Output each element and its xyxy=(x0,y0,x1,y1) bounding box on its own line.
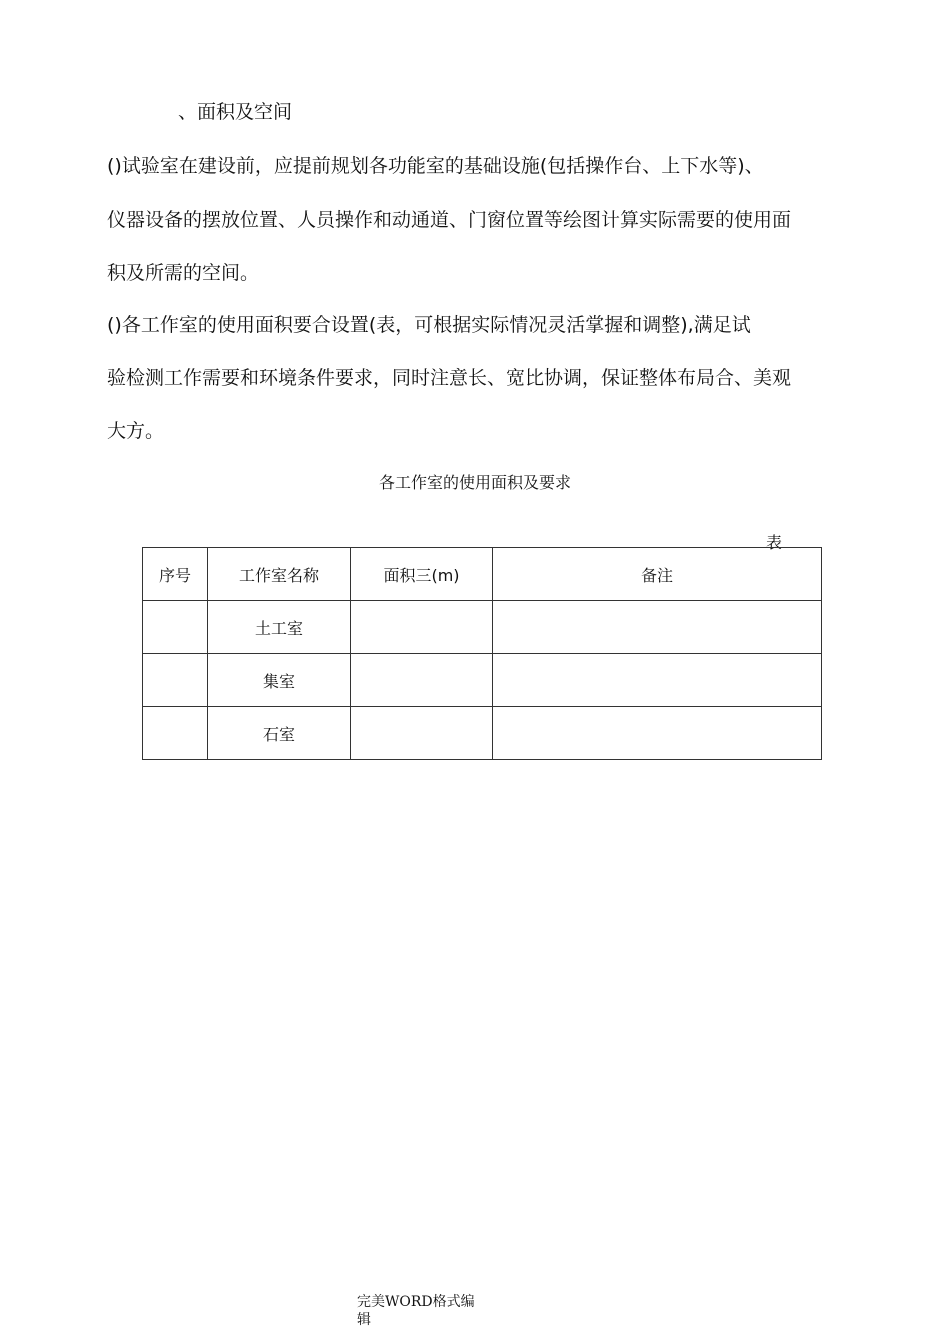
table-cell xyxy=(493,601,822,654)
table-cell xyxy=(493,654,822,707)
table-cell xyxy=(143,601,208,654)
table-header-row xyxy=(143,548,822,601)
table-cell xyxy=(143,707,208,760)
table-cell xyxy=(351,601,493,654)
paragraph-1-line-2: 仪器设备的摆放位置、人员操作和动通道、门窗位置等绘图计算实际需要的使用面 xyxy=(107,209,792,231)
header-cell-notes: 备注 xyxy=(493,548,822,601)
table-row xyxy=(143,601,822,654)
paragraph-1-line-3: 积及所需的空间。 xyxy=(107,262,260,284)
paragraph-2-line-2: 验检测工作需要和环境条件要求，同时注意长、宽比协调，保证整体布局合、美观 xyxy=(107,367,792,389)
header-cell-index: 序号 xyxy=(143,548,208,601)
table-cell xyxy=(493,707,822,760)
section-heading: 、面积及空间 xyxy=(178,101,293,123)
table-row xyxy=(143,654,822,707)
table-cell xyxy=(143,654,208,707)
table-cell xyxy=(351,707,493,760)
table-cell xyxy=(351,654,493,707)
page-footer: 完美WORD格式编辑 xyxy=(357,1294,475,1328)
table-cell: 集室 xyxy=(208,654,351,707)
paragraph-1-line-1: ()试验室在建设前，应提前规划各功能室的基础设施(包括操作台、上下水等)、 xyxy=(107,155,764,177)
header-cell-room-name: 工作室名称 xyxy=(208,548,351,601)
table-caption: 各工作室的使用面积及要求 xyxy=(378,473,571,492)
table-cell: 土工室 xyxy=(208,601,351,654)
paragraph-2-line-3: 大方。 xyxy=(107,420,165,442)
paragraph-2-line-1: ()各工作室的使用面积要合设置(表，可根据实际情况灵活掌握和调整),满足试 xyxy=(107,314,751,336)
table-row xyxy=(143,707,822,760)
header-cell-area: 面积三(m) xyxy=(351,548,493,601)
table-cell: 石室 xyxy=(208,707,351,760)
table-label: 表 xyxy=(766,533,783,552)
workroom-area-table xyxy=(142,547,822,760)
